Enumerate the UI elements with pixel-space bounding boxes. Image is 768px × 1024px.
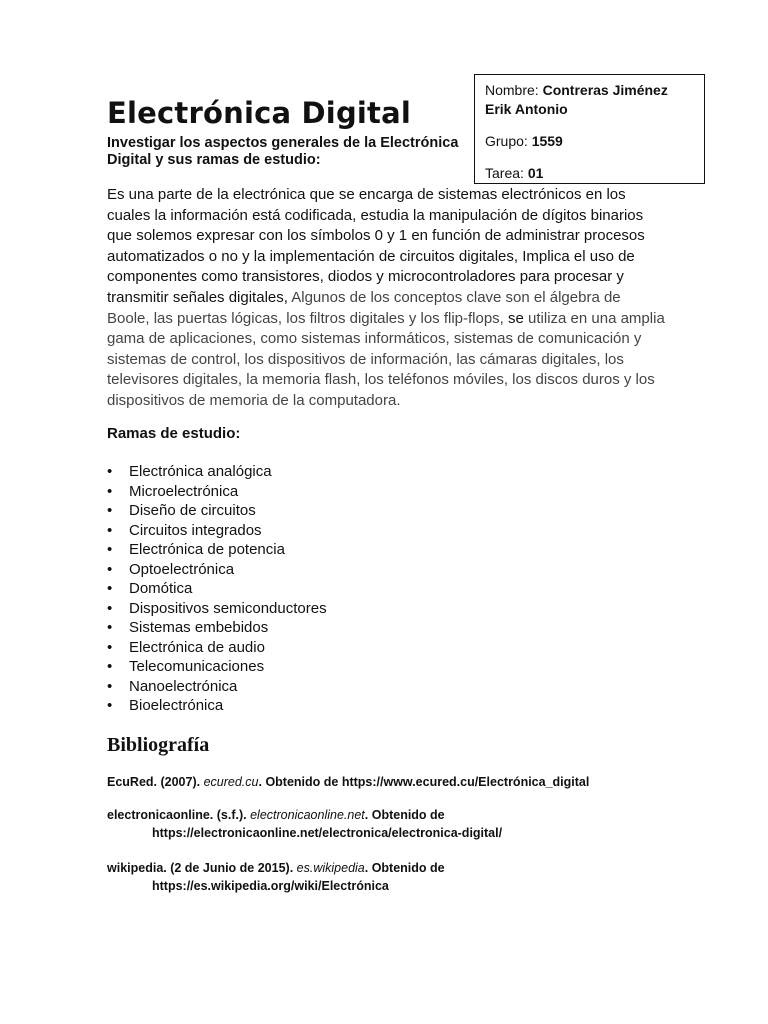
ramas-item-label: Sistemas embebidos <box>129 619 269 636</box>
ref-site: es.wikipedia <box>296 861 365 875</box>
ramas-list-item <box>107 521 327 541</box>
page-subtitle: Investigar los aspectos generales de la Electrónica Digital y sus ramas de estudio: <box>107 135 459 168</box>
ramas-item-label: Electrónica de audio <box>129 638 265 656</box>
nombre-row <box>485 81 694 119</box>
ramas-list-item <box>107 501 327 521</box>
bullet-icon: • <box>107 697 113 714</box>
bullet-icon: • <box>107 580 113 597</box>
grupo-label: Grupo: <box>485 133 532 149</box>
ramas-list <box>107 462 327 716</box>
ramas-list-item <box>107 560 327 580</box>
tarea-value: 01 <box>527 165 544 181</box>
paragraph-part-2: Algunos de los conceptos clave son el álgebra de Boole, las puertas lógicas, los filtros digitales y los flip-flops, <box>107 288 621 327</box>
tarea-row <box>485 164 694 183</box>
bullet-icon: • <box>107 502 113 519</box>
ramas-item-label: Optoelectrónica <box>129 560 235 578</box>
bullet-icon: • <box>107 463 113 480</box>
ramas-item-label: Electrónica analógica <box>129 463 272 480</box>
bullet-icon: • <box>107 541 113 558</box>
ramas-list-item <box>107 696 327 716</box>
ref-url: https://electronicaonline.net/electronica/electronica-digital/ <box>152 826 503 840</box>
ref-author: electronicaonline. (s.f.). <box>107 808 251 822</box>
ref-url: https://www.ecured.cu/Electrónica_digital <box>341 775 590 789</box>
ramas-list-item <box>107 638 327 658</box>
student-info-box <box>474 74 705 184</box>
bibliography-entry-wikipedia <box>107 859 667 895</box>
tarea-label: Tarea: <box>485 165 528 181</box>
ramas-list-item <box>107 599 327 619</box>
ramas-item-label: Diseño de circuitos <box>129 502 256 519</box>
ref-obtained: Obtenido de <box>371 861 445 875</box>
nombre-value: Contreras Jiménez Erik Antonio <box>485 82 668 117</box>
ramas-item-label: Electrónica de potencia <box>129 541 285 558</box>
ramas-list-item <box>107 618 327 638</box>
ramas-heading: Ramas de estudio: <box>107 425 241 442</box>
ramas-item-label: Domótica <box>129 580 193 597</box>
ref-author: wikipedia. (2 de Junio de 2015). <box>107 861 297 875</box>
ref-obtained: Obtenido de <box>265 775 342 789</box>
bullet-icon: • <box>107 482 113 500</box>
paragraph-part-1: Es una parte de la electrónica que se encarga de sistemas electrónicos en los cuales la información está codificada, estudia la manipulación de dígitos binarios que solemos expresar con los símbolos 0 y 1 en función de administrar procesos automatizados o no y la implementación de circuitos digitales, Implica el uso de componentes como transistores, diodos y microcontroladores para procesar y transmitir señales digitales, <box>107 186 645 306</box>
ref-url: https://es.wikipedia.org/wiki/Electrónica <box>152 879 389 893</box>
page-title: Electrónica Digital <box>107 96 412 130</box>
ref-obtained: Obtenido de <box>371 808 445 822</box>
grupo-value: 1559 <box>531 133 563 149</box>
paragraph-part-4: utiliza en una amplia gama de aplicaciones, como sistemas informáticos, sistemas de comunicación y sistemas de control, los dispositivos de información, las cámaras digitales, los televisores digitales, la memoria flash, los teléfonos móviles, los discos duros y los dispositivos de memoria de la computadora. <box>107 309 665 409</box>
ramas-item-label: Bioelectrónica <box>129 697 224 714</box>
bibliography-entry-ecured <box>107 773 667 791</box>
ramas-list-item <box>107 657 327 677</box>
bibliografia-heading: Bibliografía <box>107 734 210 756</box>
bullet-icon: • <box>107 599 113 617</box>
nombre-label: Nombre: <box>485 82 543 98</box>
bullet-icon: • <box>107 638 113 656</box>
ref-site: ecured.cu <box>203 775 259 789</box>
grupo-row <box>485 132 694 151</box>
ref-separator: . <box>258 775 266 789</box>
ramas-item-label: Nanoelectrónica <box>129 677 238 695</box>
ref-separator: . <box>364 861 372 875</box>
ramas-list-item <box>107 462 327 482</box>
bullet-icon: • <box>107 658 113 675</box>
ramas-list-item <box>107 482 327 502</box>
ramas-item-label: Dispositivos semiconductores <box>129 599 327 617</box>
paragraph-part-3: se <box>508 309 529 327</box>
ramas-item-label: Telecomunicaciones <box>129 658 265 675</box>
ref-author: EcuRed. (2007). <box>107 775 204 789</box>
bullet-icon: • <box>107 521 113 539</box>
ref-separator: . <box>364 808 372 822</box>
ramas-list-item <box>107 540 327 560</box>
bibliography-entry-electronicaonline <box>107 806 667 842</box>
ramas-list-item <box>107 677 327 697</box>
bullet-icon: • <box>107 560 113 578</box>
ramas-list-item <box>107 579 327 599</box>
ref-site: electronicaonline.net <box>250 808 365 822</box>
intro-paragraph <box>107 185 667 412</box>
ramas-item-label: Circuitos integrados <box>129 521 262 539</box>
bullet-icon: • <box>107 619 113 636</box>
ramas-item-label: Microelectrónica <box>129 482 239 500</box>
bullet-icon: • <box>107 677 113 695</box>
